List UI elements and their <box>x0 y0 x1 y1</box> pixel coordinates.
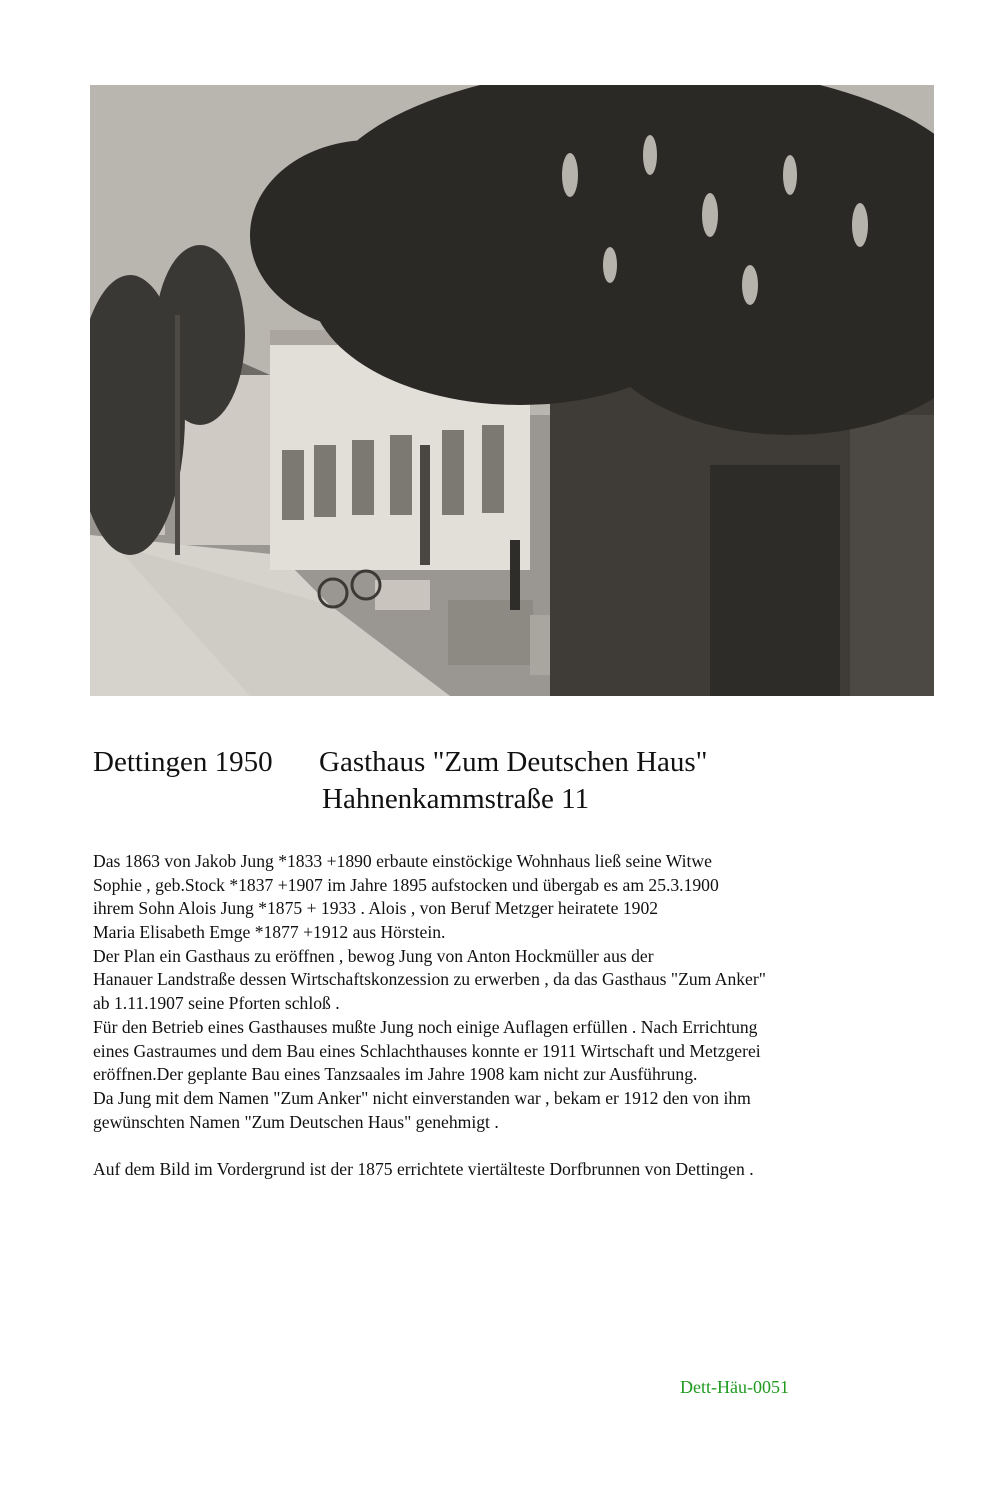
paragraph-gap <box>93 1134 953 1158</box>
inn-name: Gasthaus "Zum Deutschen Haus" <box>319 746 708 778</box>
street-address: Hahnenkammstraße 11 <box>322 783 590 815</box>
text-line: eröffnen.Der geplante Bau eines Tanzsaales im Jahre 1908 kam nicht zur Ausführung. <box>93 1064 698 1085</box>
text-line: Hanauer Landstraße dessen Wirtschaftskonzession zu erwerben , da das Gasthaus "Zum Anker" <box>93 969 766 990</box>
archive-reference: Dett-Häu-0051 <box>680 1377 789 1397</box>
historic-street-photo <box>90 85 934 696</box>
text-line: ab 1.11.1907 seine Pforten schloß . <box>93 993 340 1014</box>
text-line: Das 1863 von Jakob Jung *1833 +1890 erbaute einstöckige Wohnhaus ließ seine Witwe <box>93 851 712 871</box>
footnote: Auf dem Bild im Vordergrund ist der 1875 errichtete viertälteste Dorfbrunnen von Dettingen . <box>93 1158 754 1179</box>
text-line: Maria Elisabeth Emge *1877 +1912 aus Hörstein. <box>93 922 446 943</box>
history-text <box>93 850 953 1182</box>
text-line: Da Jung mit dem Namen "Zum Anker" nicht einverstanden war , bekam er 1912 den von ihm <box>93 1087 751 1108</box>
text-line: eines Gastraumes und dem Bau eines Schlachthauses konnte er 1911 Wirtschaft und Metzgerei <box>93 1040 761 1061</box>
text-line: Für den Betrieb eines Gasthauses mußte Jung noch einige Auflagen erfüllen . Nach Errichtung <box>93 1016 758 1037</box>
text-line: Der Plan ein Gasthaus zu eröffnen , bewog Jung von Anton Hockmüller aus der <box>93 945 654 966</box>
text-line: gewünschten Namen "Zum Deutschen Haus" genehmigt . <box>93 1111 499 1132</box>
text-line: ihrem Sohn Alois Jung *1875 + 1933 . Alois , von Beruf Metzger heiratete 1902 <box>93 898 659 919</box>
text-line: Sophie , geb.Stock *1837 +1907 im Jahre 1895 aufstocken und übergab es am 25.3.1900 <box>93 874 719 895</box>
street-scene-illustration <box>90 85 934 696</box>
place-and-year: Dettingen 1950 <box>93 746 273 778</box>
